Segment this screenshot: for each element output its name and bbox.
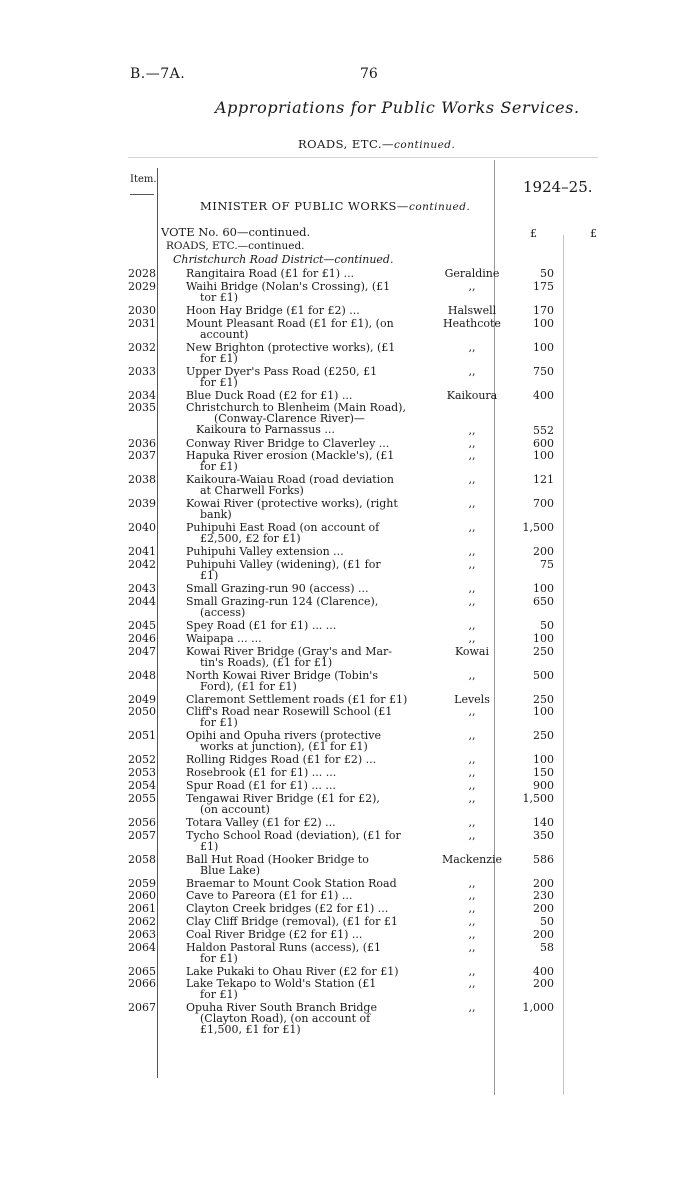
description-line: Totara Valley (£1 for £2) ... — [186, 815, 336, 829]
district-place: ,, — [468, 449, 476, 463]
amount-value: 552 — [533, 423, 554, 437]
item-number: 2067 — [128, 1001, 156, 1015]
district-place: Geraldine — [444, 267, 500, 280]
amount-value: 200 — [533, 876, 554, 890]
amount-value: 50 — [540, 619, 554, 632]
district-place: ,, — [468, 889, 476, 903]
pound-sign-column-1: £ — [530, 227, 537, 240]
amount-value: 1,500 — [522, 791, 554, 805]
amount-value: 58 — [540, 940, 554, 954]
district-place: Levels — [454, 692, 490, 706]
district-place: ,, — [468, 558, 476, 572]
item-description — [186, 450, 394, 472]
item-description — [186, 646, 392, 668]
item-number: 2052 — [128, 753, 156, 767]
item-column-label: Item. — [130, 174, 157, 185]
district-place: ,, — [468, 779, 476, 792]
item-description — [186, 890, 352, 901]
district-place: ,, — [468, 791, 476, 805]
amount-value: 100 — [533, 753, 554, 767]
description-line: Waihi Bridge (Nolan's Crossing), (£1 — [186, 279, 391, 293]
item-number: 2038 — [128, 473, 156, 487]
description-line: for £1) — [200, 951, 238, 965]
description-line: Clayton Creek bridges (£2 for £1) ... — [186, 902, 389, 916]
description-line: Conway River Bridge to Claverley ... — [186, 436, 390, 450]
description-line: tor £1) — [200, 290, 239, 304]
amount-value: 100 — [533, 316, 554, 330]
description-line: Hapuka River erosion (Mackle's), (£1 — [186, 449, 395, 463]
item-description — [186, 978, 376, 1000]
item-number: 2036 — [128, 436, 156, 450]
district-place: ,, — [468, 340, 476, 354]
district-place: ,, — [468, 876, 476, 890]
item-description — [186, 633, 262, 644]
item-description — [186, 402, 406, 435]
district-place: ,, — [468, 619, 476, 632]
item-number: 2042 — [128, 558, 156, 572]
amount-value: 250 — [533, 692, 554, 706]
district-place: ,, — [468, 436, 476, 450]
amount-value: 170 — [533, 303, 554, 317]
district-place: ,, — [468, 545, 476, 559]
vote-heading: VOTE No. 60—continued. — [161, 225, 311, 239]
description-line: Ball Hut Road (Hooker Bridge to — [186, 852, 369, 866]
description-line: Waipapa ... ... — [186, 631, 262, 645]
description-line: tin's Roads), (£1 for £1) — [200, 655, 333, 669]
item-description — [186, 546, 344, 557]
description-line: Clay Cliff Bridge (removal), (£1 for £1 — [186, 915, 398, 928]
item-description — [186, 706, 392, 728]
item-number: 2044 — [128, 595, 156, 608]
amount-value: 250 — [533, 729, 554, 743]
item-description — [186, 878, 397, 889]
description-line: Rosebrook (£1 for £1) ... ... — [186, 766, 337, 780]
item-description — [186, 929, 362, 940]
description-line: Hoon Hay Bridge (£1 for £2) ... — [186, 303, 360, 317]
amount-column-rule — [563, 235, 564, 1095]
item-description — [186, 474, 394, 496]
item-description — [186, 522, 379, 544]
amount-value: 150 — [533, 766, 554, 780]
district-place: ,, — [468, 828, 476, 842]
district-place: ,, — [468, 364, 476, 378]
description-line: Christchurch to Blenheim (Main Road), — [186, 401, 406, 415]
description-line: for £1) — [200, 460, 238, 474]
district-place: ,, — [468, 473, 476, 487]
amount-value: 175 — [533, 279, 554, 293]
district-place: ,, — [468, 582, 476, 596]
minister-heading — [200, 199, 470, 213]
item-number: 2049 — [128, 692, 156, 706]
item-description — [186, 694, 407, 705]
amount-value: 200 — [533, 927, 554, 941]
minister-continued: continued. — [408, 201, 471, 213]
amount-value: 100 — [533, 705, 554, 719]
description-line: at Charwell Forks) — [200, 484, 304, 498]
description-line: Lake Tekapo to Wold's Station (£1 — [186, 977, 377, 991]
minister-main: MINISTER OF PUBLIC WORKS— — [200, 199, 409, 213]
description-line: Puhipuhi East Road (on account of — [186, 521, 380, 535]
district-heading: Christchurch Road District—continued. — [173, 253, 394, 266]
item-description — [186, 620, 336, 631]
description-line: account) — [200, 327, 249, 341]
item-number: 2061 — [128, 902, 156, 916]
description-line: for £1) — [200, 375, 238, 389]
section-subtitle — [298, 137, 455, 151]
description-line: Spey Road (£1 for £1) ... ... — [186, 619, 337, 632]
amount-value: 400 — [533, 388, 554, 402]
district-place: Kaikoura — [446, 388, 498, 402]
description-line: Puhipuhi Valley extension ... — [186, 545, 344, 559]
item-number: 2032 — [128, 340, 156, 354]
item-number: 2045 — [128, 619, 156, 632]
district-place: ,, — [468, 595, 476, 608]
amount-value: 1,000 — [522, 1001, 554, 1015]
description-line: Rangitaira Road (£1 for £1) ... — [186, 267, 355, 280]
description-line: Claremont Settlement roads (£1 for £1) — [186, 692, 408, 706]
year-heading: 1924–25. — [523, 178, 593, 196]
amount-value: 350 — [533, 828, 554, 842]
district-place: ,, — [468, 631, 476, 645]
item-description — [186, 268, 354, 279]
amount-value: 500 — [533, 668, 554, 682]
item-description — [186, 916, 398, 927]
item-number: 2058 — [128, 852, 156, 866]
amount-value: 750 — [533, 364, 554, 378]
item-number: 2047 — [128, 644, 156, 658]
item-number: 2046 — [128, 631, 156, 645]
item-number: 2064 — [128, 940, 156, 954]
district-place: ,, — [468, 497, 476, 511]
item-label-underline — [130, 194, 154, 195]
amount-value: 50 — [540, 267, 554, 280]
description-line: Mount Pleasant Road (£1 for £1), (on — [186, 316, 394, 330]
district-place: ,, — [468, 902, 476, 916]
item-number: 2065 — [128, 964, 156, 978]
amount-value: 600 — [533, 436, 554, 450]
description-line: Kaikoura-Waiau Road (road deviation — [186, 473, 394, 487]
district-place: ,, — [468, 668, 476, 682]
district-place: ,, — [468, 940, 476, 954]
amount-value: 200 — [533, 545, 554, 559]
item-description — [186, 342, 395, 364]
district-place: ,, — [468, 915, 476, 928]
description-line: £1) — [200, 839, 219, 853]
description-line: Cave to Pareora (£1 for £1) ... — [186, 889, 353, 903]
description-line: Blue Duck Road (£2 for £1) ... — [186, 388, 353, 402]
description-line: (access) — [200, 606, 246, 619]
document-reference: B.—7A. — [130, 66, 186, 82]
item-number: 2056 — [128, 815, 156, 829]
item-description — [186, 942, 381, 964]
roads-subheading: ROADS, ETC.—continued. — [166, 240, 305, 252]
district-place: Halswell — [447, 303, 497, 317]
district-place: ,, — [468, 423, 476, 437]
item-description — [186, 583, 368, 594]
item-number: 2062 — [128, 915, 156, 928]
page-number: 76 — [360, 66, 378, 82]
item-number: 2030 — [128, 303, 156, 317]
district-place: ,, — [468, 964, 476, 978]
description-line: bank) — [200, 508, 232, 522]
item-description — [186, 966, 399, 977]
description-line: Upper Dyer's Pass Road (£250, £1 — [186, 364, 378, 378]
item-description — [186, 366, 377, 388]
amount-value: 100 — [533, 340, 554, 354]
description-line: Haldon Pastoral Runs (access), (£1 — [186, 940, 382, 954]
item-description — [186, 854, 369, 876]
amount-value: 230 — [533, 889, 554, 903]
description-line: Rolling Ridges Road (£1 for £2) ... — [186, 753, 377, 767]
description-line: Tengawai River Bridge (£1 for £2), — [186, 791, 380, 805]
description-line: Tycho School Road (deviation), (£1 for — [186, 828, 401, 842]
item-number: 2055 — [128, 791, 156, 805]
item-number: 2059 — [128, 876, 156, 890]
item-number: 2028 — [128, 267, 156, 280]
item-number: 2033 — [128, 364, 156, 378]
head-rule — [128, 157, 598, 158]
item-number: 2043 — [128, 582, 156, 596]
description-line: Small Grazing-run 124 (Clarence), — [186, 595, 379, 608]
item-description — [186, 390, 352, 401]
page-title: Appropriations for Public Works Services. — [215, 98, 580, 117]
description-line: works at junction), (£1 for £1) — [200, 740, 368, 754]
description-line: Ford), (£1 for £1) — [200, 679, 297, 693]
item-number: 2040 — [128, 521, 156, 535]
description-line: for £1) — [200, 351, 238, 365]
item-number: 2053 — [128, 766, 156, 780]
item-description — [186, 498, 398, 520]
item-number: 2029 — [128, 279, 156, 293]
description-line: (on account) — [200, 802, 270, 816]
amount-value: 700 — [533, 497, 554, 511]
item-number: 2050 — [128, 705, 156, 719]
subtitle-main: ROADS, ETC.— — [298, 137, 395, 151]
district-place: ,, — [468, 705, 476, 719]
description-line: £1,500, £1 for £1) — [200, 1023, 301, 1037]
item-description — [186, 903, 388, 914]
amount-value: 75 — [540, 558, 554, 572]
district-place: ,, — [468, 521, 476, 535]
description-line: Lake Pukaki to Ohau River (£2 for £1) — [186, 964, 399, 978]
amount-value: 650 — [533, 595, 554, 608]
description-line: Opihi and Opuha rivers (protective — [186, 729, 382, 743]
item-description — [186, 767, 336, 778]
amount-value: 100 — [533, 449, 554, 463]
description-line: North Kowai River Bridge (Tobin's — [186, 668, 378, 682]
item-description — [186, 305, 360, 316]
amount-value: 140 — [533, 815, 554, 829]
item-description — [186, 730, 381, 752]
district-place: ,, — [468, 753, 476, 767]
item-number: 2034 — [128, 388, 156, 402]
description-line: Kowai River Bridge (Gray's and Mar- — [186, 644, 393, 658]
subtitle-continued: continued. — [394, 139, 456, 151]
item-description — [186, 670, 378, 692]
description-line: £1) — [200, 569, 219, 583]
amount-value: 100 — [533, 582, 554, 596]
district-place: ,, — [468, 766, 476, 780]
item-description — [186, 559, 381, 581]
item-number: 2041 — [128, 545, 156, 559]
district-place: Mackenzie — [441, 852, 503, 866]
item-number: 2051 — [128, 729, 156, 743]
description-line: (Clayton Road), (on account of — [200, 1012, 371, 1026]
amount-value: 200 — [533, 977, 554, 991]
description-line: Coal River Bridge (£2 for £1) ... — [186, 927, 363, 941]
item-description — [186, 438, 389, 449]
description-line: £2,500, £2 for £1) — [200, 532, 301, 546]
amount-value: 121 — [533, 473, 554, 487]
item-number: 2037 — [128, 449, 156, 463]
description-line: Kaikoura to Parnassus ... — [196, 423, 335, 437]
item-description — [186, 754, 376, 765]
description-line: New Brighton (protective works), (£1 — [186, 340, 396, 354]
item-number: 2039 — [128, 497, 156, 511]
item-description — [186, 830, 401, 852]
district-place: ,, — [468, 977, 476, 991]
amount-value: 1,500 — [522, 521, 554, 535]
description-line: (Conway-Clarence River)— — [214, 412, 365, 426]
amount-value: 586 — [533, 852, 554, 866]
pound-sign-column-2: £ — [590, 227, 597, 240]
description-line: Cliff's Road near Rosewill School (£1 — [186, 705, 393, 719]
item-number: 2031 — [128, 316, 156, 330]
description-line: for £1) — [200, 988, 238, 1002]
description-line: Braemar to Mount Cook Station Road — [186, 876, 397, 890]
description-line: Spur Road (£1 for £1) ... ... — [186, 779, 336, 792]
description-line: Kowai River (protective works), (right — [186, 497, 398, 511]
amount-value: 250 — [533, 644, 554, 658]
item-number: 2054 — [128, 779, 156, 792]
amount-value: 200 — [533, 902, 554, 916]
district-place: ,, — [468, 279, 476, 293]
item-description — [186, 318, 394, 340]
item-description — [186, 780, 336, 791]
description-line: for £1) — [200, 716, 238, 730]
amount-value: 900 — [533, 779, 554, 792]
item-number: 2035 — [128, 401, 156, 415]
item-description — [186, 281, 390, 303]
item-number: 2063 — [128, 927, 156, 941]
amount-value: 50 — [540, 915, 554, 928]
description-line: Puhipuhi Valley (widening), (£1 for — [186, 558, 381, 572]
amount-value: 400 — [533, 964, 554, 978]
item-column-rule — [157, 168, 158, 1078]
item-description — [186, 817, 336, 828]
item-description — [186, 1002, 377, 1035]
amount-value: 100 — [533, 631, 554, 645]
district-place: ,, — [468, 927, 476, 941]
item-number: 2060 — [128, 889, 156, 903]
district-place: ,, — [468, 729, 476, 743]
description-line: Blue Lake) — [200, 863, 261, 877]
description-line: Opuha River South Branch Bridge — [186, 1001, 377, 1015]
district-place: ,, — [468, 1001, 476, 1015]
item-number: 2057 — [128, 828, 156, 842]
district-place: Kowai — [454, 644, 490, 658]
item-description — [186, 793, 380, 815]
district-place: ,, — [468, 815, 476, 829]
item-number: 2048 — [128, 668, 156, 682]
item-description — [186, 596, 378, 618]
district-place: Heathcote — [443, 316, 501, 330]
item-number: 2066 — [128, 977, 156, 991]
description-line: Small Grazing-run 90 (access) ... — [186, 582, 369, 596]
